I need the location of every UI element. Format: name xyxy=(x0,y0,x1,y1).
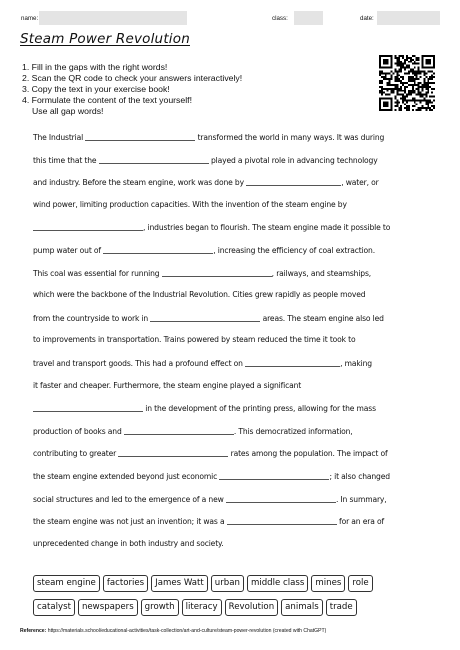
qr-code-icon[interactable] xyxy=(379,55,435,111)
instruction-item: 1. Fill in the gaps with the right words! xyxy=(22,62,168,72)
text-segment: social structures and led to the emergence of a new xyxy=(33,494,226,504)
text-line xyxy=(33,402,433,425)
text-segment: in the development of the printing press, allowing for the mass xyxy=(143,404,376,414)
instruction-item: 3. Copy the text in your exercise book! xyxy=(22,84,170,94)
text-segment: unprecedented change in both industry and society. xyxy=(33,538,224,548)
word-chip[interactable]: mines xyxy=(311,575,345,592)
gap-blank[interactable] xyxy=(226,493,336,503)
gap-blank[interactable] xyxy=(99,154,209,164)
word-chip[interactable]: Revolution xyxy=(225,599,279,616)
text-segment: from the countryside to work in xyxy=(33,313,151,323)
instructions-list xyxy=(22,62,242,117)
name-field[interactable] xyxy=(39,11,187,25)
text-line xyxy=(33,312,433,335)
word-chip[interactable]: factories xyxy=(103,575,148,592)
word-chip[interactable]: animals xyxy=(281,599,323,616)
word-chip[interactable]: role xyxy=(348,575,372,592)
text-line xyxy=(33,176,433,199)
gap-blank[interactable] xyxy=(246,176,341,186)
class-field[interactable] xyxy=(294,11,323,25)
text-line xyxy=(33,267,433,290)
text-segment: , railways, and steamships, xyxy=(271,268,372,278)
text-line xyxy=(33,199,433,222)
word-bank xyxy=(33,570,433,618)
text-segment: and industry. Before the steam engine, work was done by xyxy=(33,178,247,188)
text-segment: contributing to greater xyxy=(33,449,119,459)
gap-blank[interactable] xyxy=(103,244,213,254)
text-segment: . This democratized information, xyxy=(233,426,353,436)
text-segment: , water, or xyxy=(341,178,379,188)
gap-text-body xyxy=(33,131,433,560)
reference-url: https://materials.school/educational-activities/task-collection/art-and-culture/steam-power-revolution (created with ChatGPT) xyxy=(46,628,327,634)
text-segment: areas. The steam engine also led xyxy=(260,313,384,323)
student-info-header xyxy=(0,11,460,27)
text-segment: , increasing the efficiency of coal extraction. xyxy=(213,245,375,255)
instruction-item: Use all gap words! xyxy=(32,106,104,116)
class-label: class: xyxy=(272,15,288,22)
text-line xyxy=(33,289,433,312)
text-segment: wind power, limiting production capacities. With the invention of the steam engine by xyxy=(33,199,347,209)
gap-blank[interactable] xyxy=(162,267,272,277)
date-field[interactable] xyxy=(377,11,440,25)
instruction-item: 4. Formulate the content of the text yourself! xyxy=(22,95,192,105)
text-segment: ; it also changed xyxy=(329,471,390,481)
text-segment: production of books and xyxy=(33,426,124,436)
text-segment: which were the backbone of the Industrial Revolution. Cities grew rapidly as people moved xyxy=(33,290,366,300)
text-segment: the steam engine extended beyond just economic xyxy=(33,471,220,481)
word-bank-row xyxy=(33,594,433,618)
name-label: name: xyxy=(21,15,39,22)
text-line xyxy=(33,470,433,493)
word-bank-row xyxy=(33,570,433,594)
text-segment: played a pivotal role in advancing technology xyxy=(208,155,378,165)
text-line xyxy=(33,221,433,244)
word-chip[interactable]: growth xyxy=(141,599,179,616)
gap-blank[interactable] xyxy=(85,131,195,141)
word-chip[interactable]: newspapers xyxy=(78,599,138,616)
text-line xyxy=(33,244,433,267)
date-label: date: xyxy=(360,15,374,22)
gap-blank[interactable] xyxy=(33,221,143,231)
text-line xyxy=(33,380,433,403)
gap-blank[interactable] xyxy=(33,402,143,412)
text-line xyxy=(33,357,433,380)
reference-line xyxy=(20,628,326,634)
gap-blank[interactable] xyxy=(150,312,260,322)
word-chip[interactable]: James Watt xyxy=(151,575,208,592)
gap-blank[interactable] xyxy=(227,515,337,525)
text-line xyxy=(33,538,433,561)
text-segment: pump water out of xyxy=(33,245,104,255)
text-segment: this time that the xyxy=(33,155,99,165)
text-segment: it faster and cheaper. Furthermore, the steam engine played a significant xyxy=(33,380,302,390)
text-line xyxy=(33,334,433,357)
text-segment: to improvements in transportation. Trains powered by steam reduced the time it took to xyxy=(33,335,356,345)
gap-blank[interactable] xyxy=(118,447,228,457)
instruction-item: 2. Scan the QR code to check your answers interactively! xyxy=(22,73,243,83)
text-line xyxy=(33,425,433,448)
text-segment: for an era of xyxy=(336,517,385,527)
reference-label: Reference: xyxy=(20,628,47,634)
text-segment: travel and transport goods. This had a profound effect on xyxy=(33,358,246,368)
text-line xyxy=(33,131,433,154)
text-segment: , making xyxy=(340,358,372,368)
text-line xyxy=(33,154,433,177)
gap-blank[interactable] xyxy=(219,470,329,480)
word-chip[interactable]: trade xyxy=(326,599,357,616)
text-segment: , industries began to flourish. The steam engine made it possible to xyxy=(143,223,391,233)
word-chip[interactable]: urban xyxy=(211,575,244,592)
text-line xyxy=(33,493,433,516)
word-chip[interactable]: steam engine xyxy=(33,575,100,592)
word-chip[interactable]: literacy xyxy=(182,599,222,616)
word-chip[interactable]: middle class xyxy=(247,575,308,592)
gap-blank[interactable] xyxy=(124,425,234,435)
text-segment: This coal was essential for running xyxy=(33,268,162,278)
text-line xyxy=(33,515,433,538)
worksheet-title: Steam Power Revolution xyxy=(20,31,190,47)
word-chip[interactable]: catalyst xyxy=(33,599,75,616)
text-segment: transformed the world in many ways. It was during xyxy=(195,133,385,142)
gap-blank[interactable] xyxy=(245,357,340,367)
text-segment: The Industrial xyxy=(33,133,86,142)
text-line xyxy=(33,447,433,470)
text-segment: the steam engine was not just an invention; it was a xyxy=(33,517,227,527)
text-segment: rates among the population. The impact of xyxy=(228,449,388,459)
text-segment: . In summary, xyxy=(335,494,387,504)
